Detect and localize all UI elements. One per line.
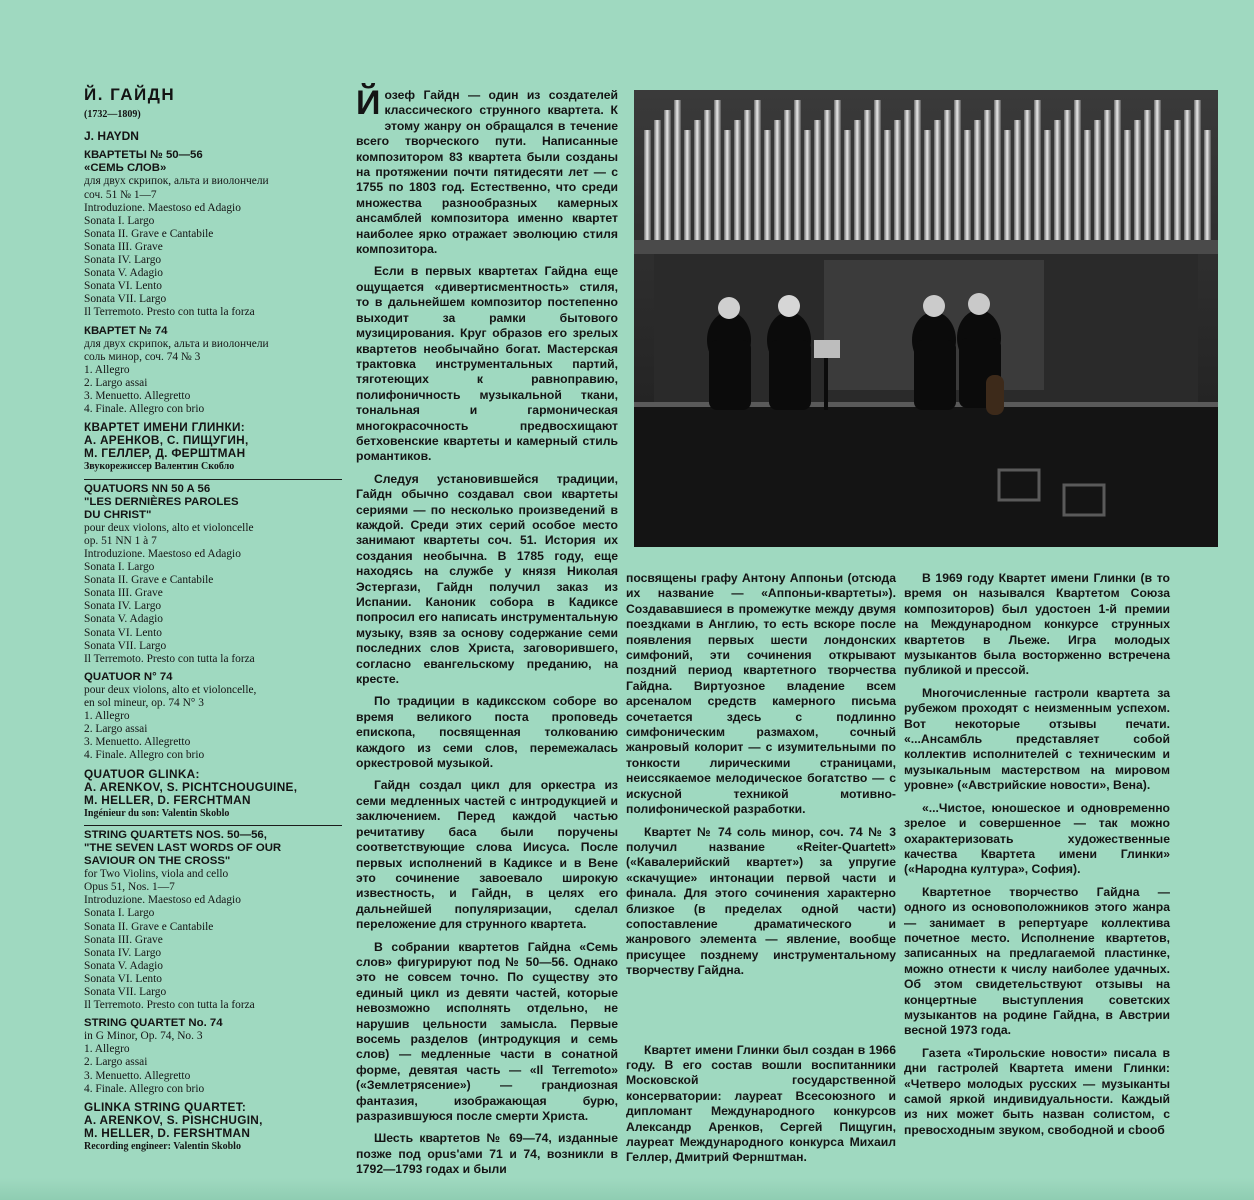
organ-pipe (694, 120, 701, 240)
paragraph: посвящены графу Антону Аппоньи (отсюда их название — «Аппоньи-квартеты»). Создававшиеся в промежутке между двумя поездками в Англию, то есть вскоре после появления первых шести лондонских симфоний, эти сочинения открывают поздний период квартетного творчества Гайдна. Виртуозное владение всем арсеналом средств камерного письма сочетается здесь с подлинно симфоническим размахом, сочный жанровый колорит — с изумительными по тонкости лирическими страницами, неиссякаемое мелодическое богатство — с искусной техникой мотивно-полифонической разработки. (626, 571, 896, 817)
credit-line: Sonata II. Grave e Cantabile (84, 227, 214, 240)
organ-pipe (824, 110, 831, 240)
credit-line: 2. Largo assai (84, 376, 148, 389)
en-performers (84, 1101, 342, 1153)
drop-cap: Й (356, 84, 381, 122)
organ-pipe (1194, 100, 1201, 240)
credit-line: Sonata IV. Largo (84, 254, 162, 267)
organ-pipe (894, 120, 901, 240)
paragraph: Газета «Тирольские новости» писала в дни гастролей Квартета имени Глинки: «Четверо молодых русских — музыканты самой яркой индивидуальности. Каждый из них может быть назван солистом, с превосходным звуком, свободной и сbooб (904, 1045, 1170, 1137)
organ-pipe (984, 110, 991, 240)
credit-line: для двух скрипок, альта и виолончели (84, 175, 269, 188)
organ-pipe (1144, 110, 1151, 240)
en-quartets-50-56 (84, 829, 342, 1012)
performer-line: QUATUOR GLINKA: (84, 766, 200, 781)
block-title: "THE SEVEN LAST WORDS OF OUR (84, 841, 282, 854)
credit-line: Il Terremoto. Presto con tutta la forza (84, 999, 255, 1012)
organ-pipe (914, 100, 921, 240)
organ-pipe (1044, 130, 1051, 240)
organ-pipe (1054, 120, 1061, 240)
credit-line: Sonata III. Grave (84, 240, 163, 253)
credit-line: Sonata V. Adagio (84, 613, 163, 626)
fr-quartets-50-56 (84, 483, 342, 666)
paragraph: В собрании квартетов Гайдна «Семь слов» фигурируют под № 50—56. Однако это не совсем точно. По существу это единый цикл из девяти частей, которые невозможно исполнять отдельно, не нарушив цельности замысла. Первые восемь разделов (интродукция и семь слов) — медленные части в сонатной форме, девятая часть — «Il Terremoto» («Землетрясение») — грандиозная фантазия, изображающая бурю, разразившуюся после смерти Христа. (356, 939, 618, 1123)
credit-line: Sonata I. Largo (84, 561, 155, 574)
organ-pipe (644, 130, 651, 240)
credit-line: Sonata I. Largo (84, 907, 155, 920)
credit-line: 1. Allegro (84, 1043, 130, 1056)
paragraph: По традиции в кадиксском соборе во время великого поста проповедь епископа, посвященная толкованию каждого из семи слов, перемежалась оркестровой музыкой. (356, 694, 618, 771)
organ-pipe (834, 100, 841, 240)
photo-image (634, 90, 1218, 547)
quartet-concert-photo (634, 90, 1218, 547)
organ-pipe (1204, 130, 1211, 240)
block-title: SAVIOUR ON THE CROSS" (84, 855, 231, 868)
paragraph: Гайдн создал цикл для оркестра из семи медленных частей с интродукцией и заключением. Перед каждой частью речитативу баса были поручены соответствующие слова Иисуса. После первых исполнений в Кадиксе и в Вене это сочинение завоевало широкую известность, и Гайдн, в целях его дальнейшей популяризации, сделал переложение для струнного квартета. (356, 778, 618, 932)
organ-pipe (1064, 110, 1071, 240)
performer-line: M. HELLER, D. FERCHTMAN (84, 792, 251, 807)
organ-pipe (784, 110, 791, 240)
credit-line: Sonata V. Adagio (84, 267, 163, 280)
paragraph: Квартетное творчество Гайдна — одного из основоположников этого жанра — занимает в репертуаре коллектива почетное место. Исполнение квартетов, записанных на предлагаемой пластинке, можно отнести к числу наиболее удачных. Об этом свидетельствуют отзывы на концертные выступления советских музыкантов на родине Гайдна, в Австрии весной 1973 года. (904, 884, 1170, 1038)
organ-pipe (1134, 120, 1141, 240)
credit-line: pour deux violons, alto et violoncelle, (84, 683, 257, 696)
divider (84, 479, 342, 480)
organ-pipe (1094, 120, 1101, 240)
credit-line: соч. 51 № 1—7 (84, 188, 157, 201)
organ-pipe (1084, 130, 1091, 240)
organ-pipe (1114, 100, 1121, 240)
paragraph: В 1969 году Квартет имени Глинки (в то время он назывался Квартетом Союза композиторов) был удостоен 1-й премии на Международном конкурсе струнных квартетов в Льеже. Игра молодых музыкантов была восторженно встречена публикой и прессой. (904, 571, 1170, 678)
credit-line: Sonata I. Largo (84, 214, 155, 227)
credit-line: Sonata VII. Largo (84, 293, 167, 306)
organ-pipe (944, 110, 951, 240)
organ-pipe (674, 100, 681, 240)
organ-pipe (1014, 120, 1021, 240)
credit-line: Sonata III. Grave (84, 587, 163, 600)
block-title: КВАРТЕТЫ № 50—56 (84, 149, 203, 162)
performer-line: КВАРТЕТ ИМЕНИ ГЛИНКИ: (84, 420, 245, 435)
credit-line: Introduzione. Maestoso ed Adagio (84, 548, 241, 560)
organ-pipe (904, 110, 911, 240)
credit-line: 1. Allegro (84, 363, 130, 376)
credit-line: Il Terremoto. Presto con tutta la forza (84, 306, 255, 319)
organ-pipe (854, 120, 861, 240)
organ-pipe (754, 100, 761, 240)
divider (84, 825, 342, 826)
en-quartet-74 (84, 1017, 342, 1096)
credit-line: Introduzione. Maestoso ed Adagio (84, 201, 241, 214)
organ-pipe (974, 120, 981, 240)
organ-pipe (1154, 100, 1161, 240)
organ-pipe (1174, 120, 1181, 240)
organ-pipe (844, 130, 851, 240)
performer-line: GLINKA STRING QUARTET: (84, 1099, 247, 1114)
organ-pipe (664, 110, 671, 240)
organ-pipe (1104, 110, 1111, 240)
ru-quartet-74 (84, 325, 342, 417)
credit-line: Introduzione. Maestoso ed Adagio (84, 894, 241, 907)
organ-pipe (704, 110, 711, 240)
paragraph (356, 84, 618, 257)
paragraph: «...Чистое, юношеское и одновременно зрелое и совершенное — так можно охарактеризовать художественные качества Квартета имени Глинки» («Народна култура», София). (904, 800, 1170, 877)
organ-pipe (994, 100, 1001, 240)
essay-column-2 (626, 571, 896, 1173)
credit-line: Opus 51, Nos. 1—7 (84, 881, 175, 894)
block-title: STRING QUARTETS NOS. 50—56, (84, 828, 267, 841)
organ-pipe (724, 130, 731, 240)
organ-pipe (684, 130, 691, 240)
composer-name-lat: J. HAYDN (84, 129, 139, 144)
organ-pipe (744, 110, 751, 240)
credit-line: 2. Largo assai (84, 723, 148, 736)
paragraph: Квартет имени Глинки был создан в 1966 году. В его состав вошли воспитанники Московской государственной консерватории: лауреат Всесоюзного и дипломант Международного конкурсов Александр Аренков, Сергей Пищугин, лауреат Международного конкурса Михаил Геллер, Дмитрий Фернштман. (626, 1042, 896, 1165)
block-title: STRING QUARTET No. 74 (84, 1017, 223, 1030)
credit-line: Sonata IV. Largo (84, 946, 162, 959)
credit-line: 2. Largo assai (84, 1056, 148, 1069)
organ-pipe (1024, 110, 1031, 240)
credit-line: Sonata VI. Lento (84, 280, 162, 293)
background-shade (0, 1178, 1254, 1200)
credit-line: op. 51 NN 1 à 7 (84, 534, 157, 547)
organ-pipe (1034, 100, 1041, 240)
credit-line: 3. Menuetto. Allegretto (84, 389, 191, 402)
credit-line: 4. Finale. Allegro con brio (84, 749, 205, 762)
credit-line: Sonata III. Grave (84, 933, 163, 946)
organ-pipe (924, 130, 931, 240)
organ-pipe (764, 130, 771, 240)
credit-line: pour deux violons, alto et violoncelle (84, 521, 254, 534)
composer-name-ru: Й. ГАЙДН (84, 85, 176, 104)
credit-line: соль минор, соч. 74 № 3 (84, 350, 201, 363)
organ-pipe (964, 130, 971, 240)
organ-pipe (1074, 100, 1081, 240)
credit-line: 4. Finale. Allegro con brio (84, 1082, 205, 1095)
organ-pipe (804, 130, 811, 240)
organ-pipe (874, 100, 881, 240)
credit-line: for Two Violins, viola and cello (84, 868, 229, 881)
credit-line: Sonata VII. Largo (84, 639, 167, 652)
credit-line: Sonata II. Grave e Cantabile (84, 920, 214, 933)
performer-line: A. ARENKOV, S. PICHTCHOUGUINE, (84, 779, 298, 794)
organ-pipe (954, 100, 961, 240)
organ-pipe (654, 120, 661, 240)
block-title: QUATUOR N° 74 (84, 670, 173, 683)
ru-quartets-50-56 (84, 149, 342, 319)
block-title: "LES DERNIÈRES PAROLES (84, 495, 239, 508)
paragraph: Квартет № 74 соль минор, соч. 74 № 3 получил название «Reiter-Quartett» («Кавалерийский квартет») за упругие «скачущие» интонации первой части и финала. Для этого сочинения характерно близкое (в пределах одной части) сопоставление драматического и жанрового элемента — явление, вообще присущее позднему инструментальному творчеству Гайдна. (626, 824, 896, 978)
organ-pipe (1184, 110, 1191, 240)
organ-pipe (864, 110, 871, 240)
sound-engineer: Звукорежиссер Валентин Скобло (84, 461, 235, 473)
paragraph: Следуя установившейся традиции, Гайдн обычно создавал свои квартеты сериями — по несколько произведений в каждой. Среди этих серий особое место занимают квартеты соч. 51. История их создания необычна. В 1785 году, еще находясь на службе у князя Николая Эстергази, Гайдн получил заказ из Испании. Каноник собора в Кадиксе попросил его написать инструментальную музыку, взяв за основу содержание семи последних слов Христа, заговорившего, согласно евангельскому преданию, на кресте. (356, 471, 618, 687)
sound-engineer: Ingénieur du son: Valentin Skoblo (84, 807, 230, 819)
organ-pipe (1164, 130, 1171, 240)
credit-line: Sonata VI. Lento (84, 972, 162, 985)
organ-pipe (714, 100, 721, 240)
credit-line: en sol mineur, op. 74 N° 3 (84, 697, 204, 710)
paragraph: Шесть квартетов № 69—74, изданные позже под opus'ами 71 и 74, возникли в 1792—1793 годах и были (356, 1131, 618, 1177)
block-title: DU CHRIST" (84, 508, 152, 521)
credit-line: Il Terremoto. Presto con tutta la forza (84, 652, 255, 665)
credit-line: Sonata V. Adagio (84, 959, 163, 972)
fr-performers (84, 768, 342, 820)
paragraph-text: озеф Гайдн — один из создателей классического струнного квартета. К этому жанру он обращался в течение всего творческого пути. Написанные композитором 83 квартета были созданы на протяжении почти пятидесяти лет — с 1755 по 1803 год. Естественно, что среди множества разнообразных камерных ансамблей композитора именно квартет наиболее ярко отражает эволюцию стиля композитора. (356, 88, 618, 257)
organ-pipe (884, 130, 891, 240)
performer-line: M. HELLER, D. FERSHTMAN (84, 1125, 251, 1140)
credit-line: Sonata IV. Largo (84, 600, 162, 613)
performer-line: А. АРЕНКОВ, С. ПИЩУГИН, (84, 433, 249, 448)
organ-pipe (1124, 130, 1131, 240)
credit-line: Sonata II. Grave e Cantabile (84, 574, 214, 587)
essay-column-3 (904, 571, 1170, 1145)
credit-line: 3. Menuetto. Allegretto (84, 1069, 191, 1082)
credit-line: Sonata VII. Largo (84, 986, 167, 998)
credit-line: для двух скрипок, альта и виолончели (84, 337, 269, 350)
fr-quartet-74 (84, 671, 342, 763)
organ-pipe (794, 100, 801, 240)
organ-pipe (1004, 130, 1011, 240)
organ-pipe (934, 120, 941, 240)
credit-line: Sonata VI. Lento (84, 626, 162, 639)
composer-dates: (1732—1809) (84, 109, 141, 121)
credit-line: 1. Allegro (84, 710, 130, 723)
organ-pipe (774, 120, 781, 240)
credit-line: 3. Menuetto. Allegretto (84, 736, 191, 749)
organ-pipe (814, 120, 821, 240)
credit-line: in G Minor, Op. 74, No. 3 (84, 1030, 203, 1043)
block-title: «СЕМЬ СЛОВ» (84, 162, 167, 175)
ru-performers (84, 421, 342, 473)
organ-pipe (734, 120, 741, 240)
paragraph: Многочисленные гастроли квартета за рубежом проходят с неизменным успехом. Вот некоторые отзывы печати. «...Ансамбль представляет собой коллектив исполнителей с техническим и музыкальным мастерством на мировом уровне» («Австрийские новости», Вена). (904, 685, 1170, 793)
performer-line: М. ГЕЛЛЕР, Д. ФЕРШТМАН (84, 446, 246, 461)
credit-line: 4. Finale. Allegro con brio (84, 403, 205, 416)
block-title: QUATUORS NN 50 A 56 (84, 482, 211, 495)
recording-engineer: Recording engineer: Valentin Skoblo (84, 1141, 241, 1153)
credits-column (84, 85, 342, 1158)
block-title: КВАРТЕТ № 74 (84, 324, 168, 337)
essay-column-1 (356, 84, 618, 1185)
performer-line: A. ARENKOV, S. PISHCHUGIN, (84, 1112, 263, 1127)
paragraph: Если в первых квартетах Гайдна еще ощущается «дивертисментность» стиля, то в дальнейшем композитор постепенно выходит за рамки бытового музицирования. Круг образов его зрелых квартетов необычайно богат. Мастерская трактовка инструментальных партий, тяготеющих к равноправию, полифоничность музыкальной ткани, тональная и гармоническая многокрасочность предвосхищают бетховенские квартеты и камерный стиль романтиков. (356, 264, 618, 464)
